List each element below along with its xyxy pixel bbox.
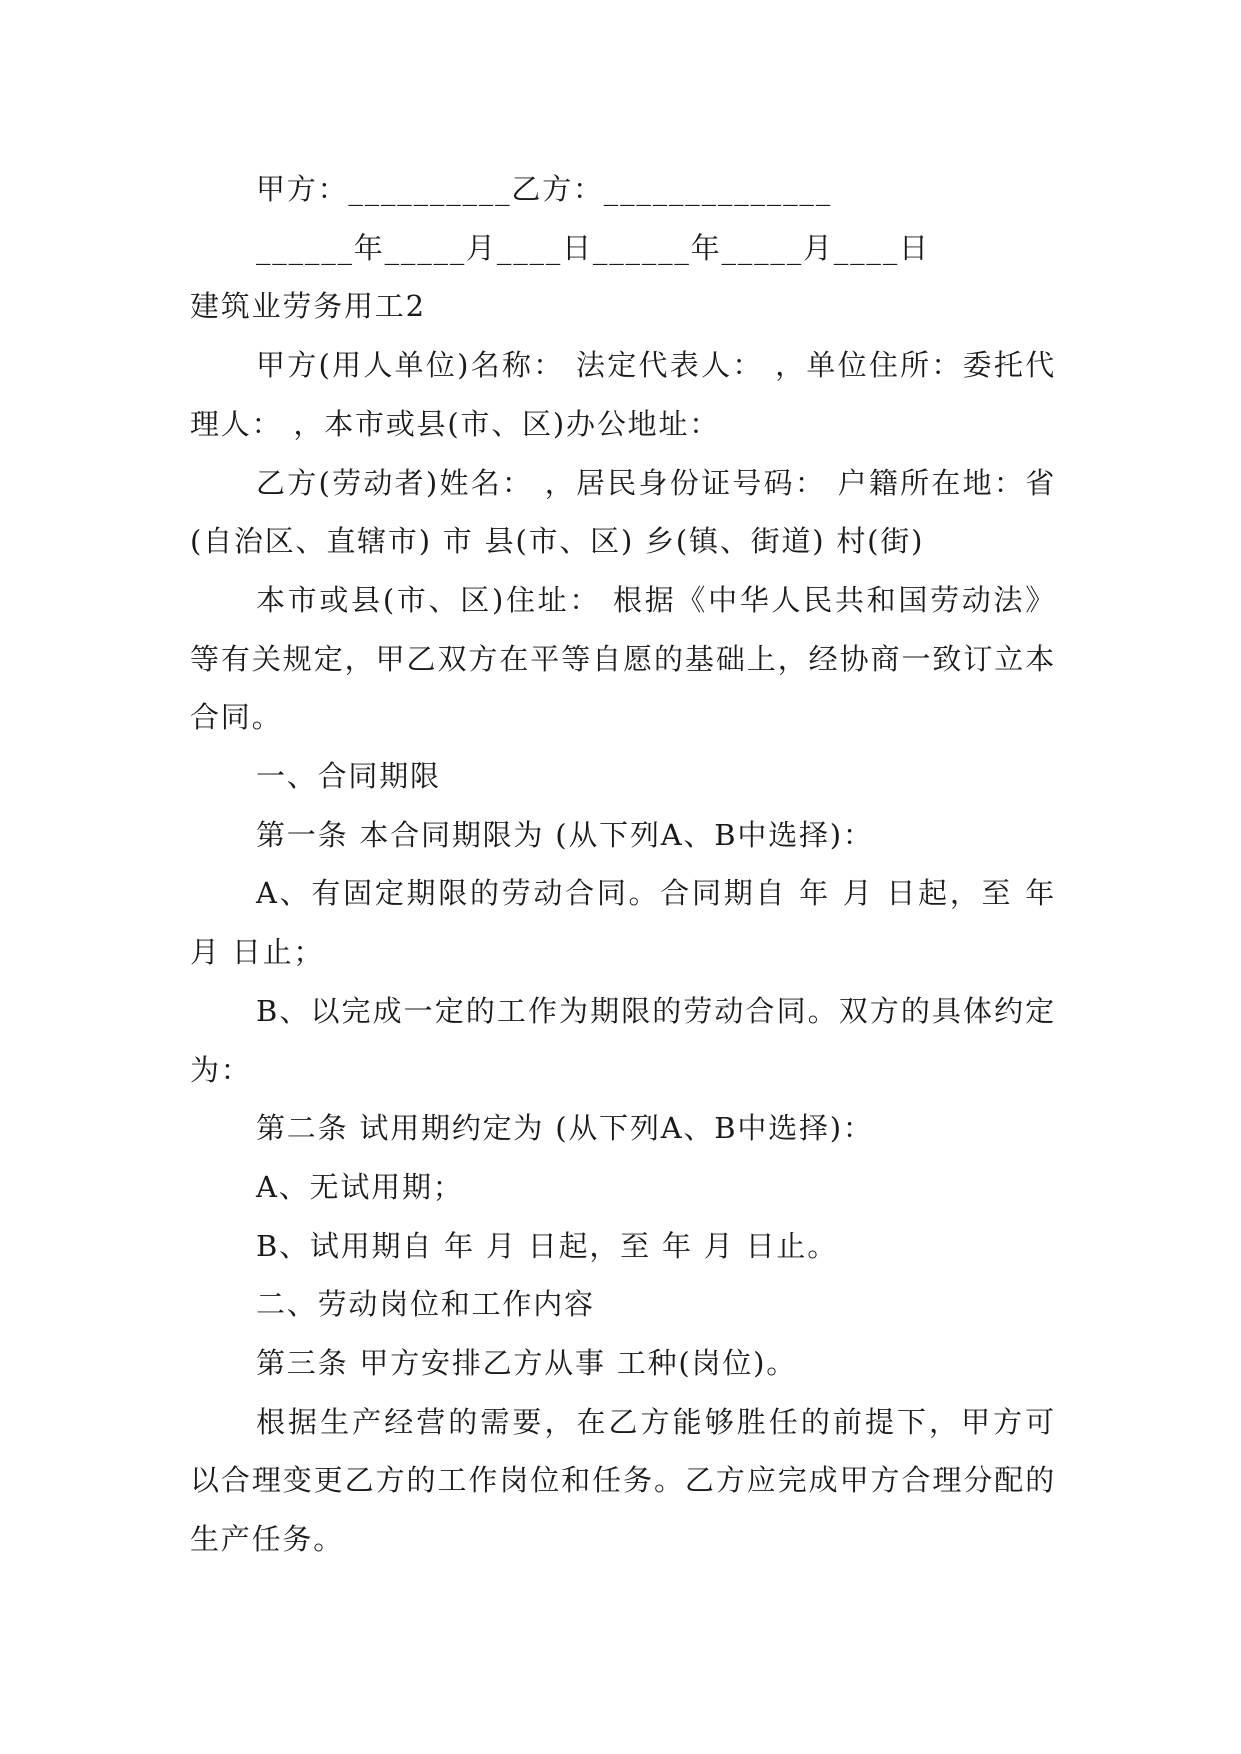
article-2: 第二条 试用期约定为 (从下列A、B中选择)： (256, 1111, 874, 1146)
document-body (190, 160, 1056, 1569)
paragraph-employee-info: 乙方(劳动者)姓名： ，居民身份证号码： 户籍所在地：省(自治区、直辖市) 市 县(市、区) 乡(镇、街道) 村(街) (190, 465, 1056, 559)
article-1: 第一条 本合同期限为 (从下列A、B中选择)： (256, 817, 874, 852)
article-2-option-b: B、试用期自 年 月 日起，至 年 月 日止。 (256, 1228, 839, 1263)
article-1-option-b: B、以完成一定的工作为期限的劳动合同。双方的具体约定为： (190, 993, 1056, 1087)
article-2-option-a: A、无试用期； (256, 1169, 464, 1204)
article-1-option-a: A、有固定期限的劳动合同。合同期自 年 月 日起，至 年 月 日止； (190, 876, 1056, 970)
article-3: 第三条 甲方安排乙方从事 工种(岗位)。 (256, 1346, 798, 1381)
paragraph-job-change: 根据生产经营的需要，在乙方能够胜任的前提下，甲方可以合理变更乙方的工作岗位和任务。乙方应完成甲方合理分配的生产任务。 (190, 1404, 1056, 1557)
date-line: ______年_____月____日______年_____月____日 (256, 230, 930, 265)
heading-contract-term: 一、合同期限 (256, 759, 441, 794)
signature-line: 甲方：__________乙方：______________ (256, 172, 832, 206)
paragraph-employer-info: 甲方(用人单位)名称： 法定代表人： ，单位住所：委托代理人： ，本市或县(市、区)办公地址： (190, 348, 1056, 441)
paragraph-address-basis: 本市或县(市、区)住址： 根据《中华人民共和国劳动法》等有关规定，甲乙双方在平等自愿的基础上，经协商一致订立本合同。 (190, 582, 1056, 735)
heading-position-duties: 二、劳动岗位和工作内容 (256, 1287, 595, 1322)
section-title: 建筑业劳务用工2 (190, 289, 426, 324)
